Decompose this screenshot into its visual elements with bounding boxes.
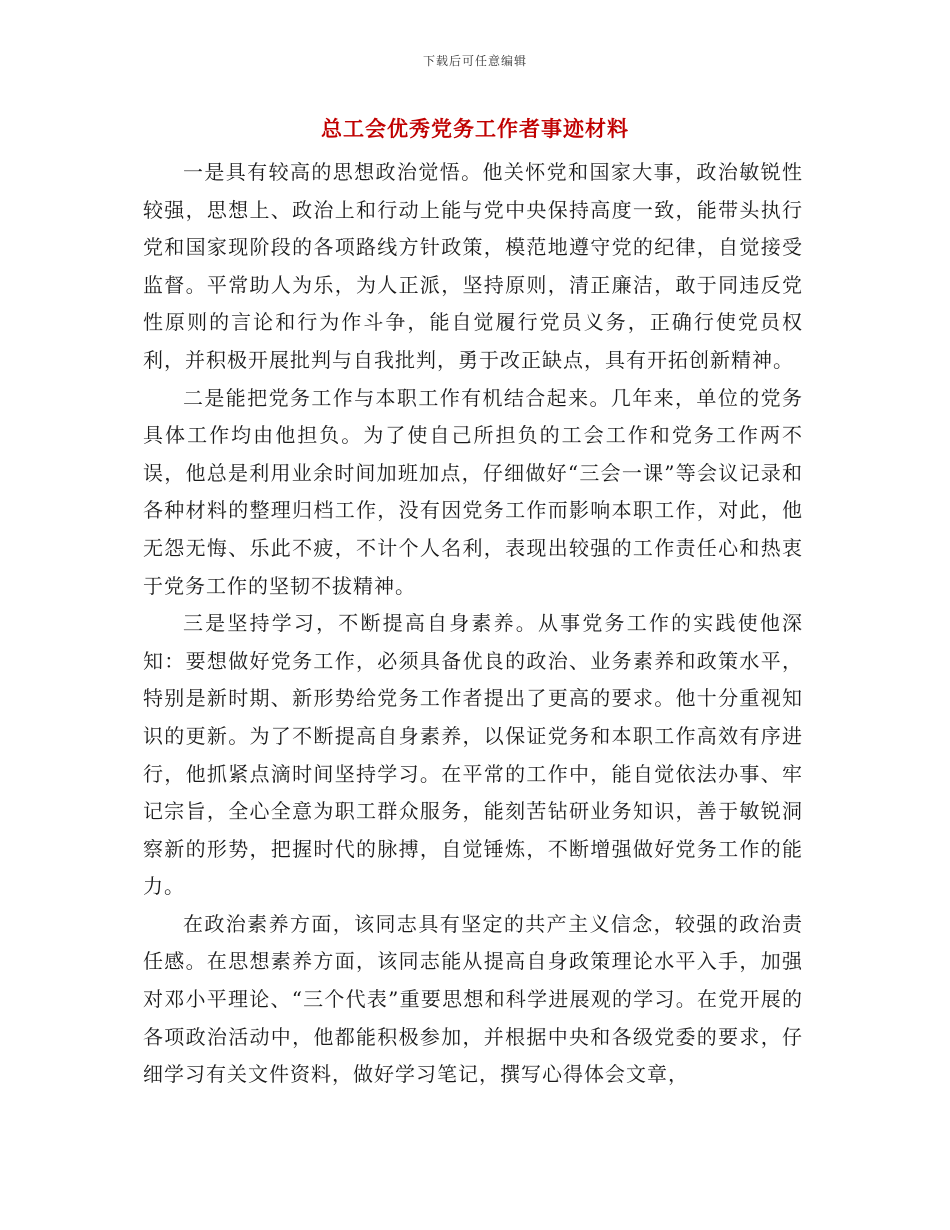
document-body [143, 154, 803, 1094]
header-note: 下载后可任意编辑 [422, 54, 527, 68]
paragraph-2: 二是能把党务工作与本职工作有机结合起来。几年来，单位的党务具体工作均由他担负。为了使自己所担负的工会工作和党务工作两不误，他总是利用业余时间加班加点，仔细做好“三会一课”等会议记录和各种材料的整理归档工作，没有因党务工作而影响本职工作，对此，他无怨无悔、乐此不疲，不计个人名利，表现出较强的工作责任心和热衷于党务工作的坚韧不拔精神。 [143, 385, 803, 598]
paragraph-3: 三是坚持学习，不断提高自身素养。从事党务工作的实践使他深知：要想做好党务工作，必须具备优良的政治、业务素养和政策水平，特别是新时期、新形势给党务工作者提出了更高的要求。他十分重视知识的更新。为了不断提高自身素养，以保证党务和本职工作高效有序进行，他抓紧点滴时间坚持学习。在平常的工作中，能自觉依法办事、牢记宗旨，全心全意为职工群众服务，能刻苦钻研业务知识，善于敏锐洞察新的形势，把握时代的脉搏，自觉锤炼，不断增强做好党务工作的能力。 [143, 611, 803, 899]
paragraph-4: 在政治素养方面，该同志具有坚定的共产主义信念，较强的政治责任感。在思想素养方面，该同志能从提高自身政策理论水平入手，加强对邓小平理论、“三个代表”重要思想和科学进展观的学习。在党开展的各项政治活动中，他都能积极参加，并根据中央和各级党委的要求，仔细学习有关文件资料，做好学习笔记，撰写心得体会文章， [143, 911, 803, 1087]
paragraph-1: 一是具有较高的思想政治觉悟。他关怀党和国家大事，政治敏锐性较强，思想上、政治上和行动上能与党中央保持高度一致，能带头执行党和国家现阶段的各项路线方针政策，模范地遵守党的纪律，自觉接受监督。平常助人为乐，为人正派，坚持原则，清正廉洁，敢于同违反党性原则的言论和行为作斗争，能自觉履行党员义务，正确行使党员权利，并积极开展批判与自我批判，勇于改正缺点，具有开拓创新精神。 [143, 160, 803, 372]
document-title: 总工会优秀党务工作者事迹材料 [321, 116, 629, 141]
